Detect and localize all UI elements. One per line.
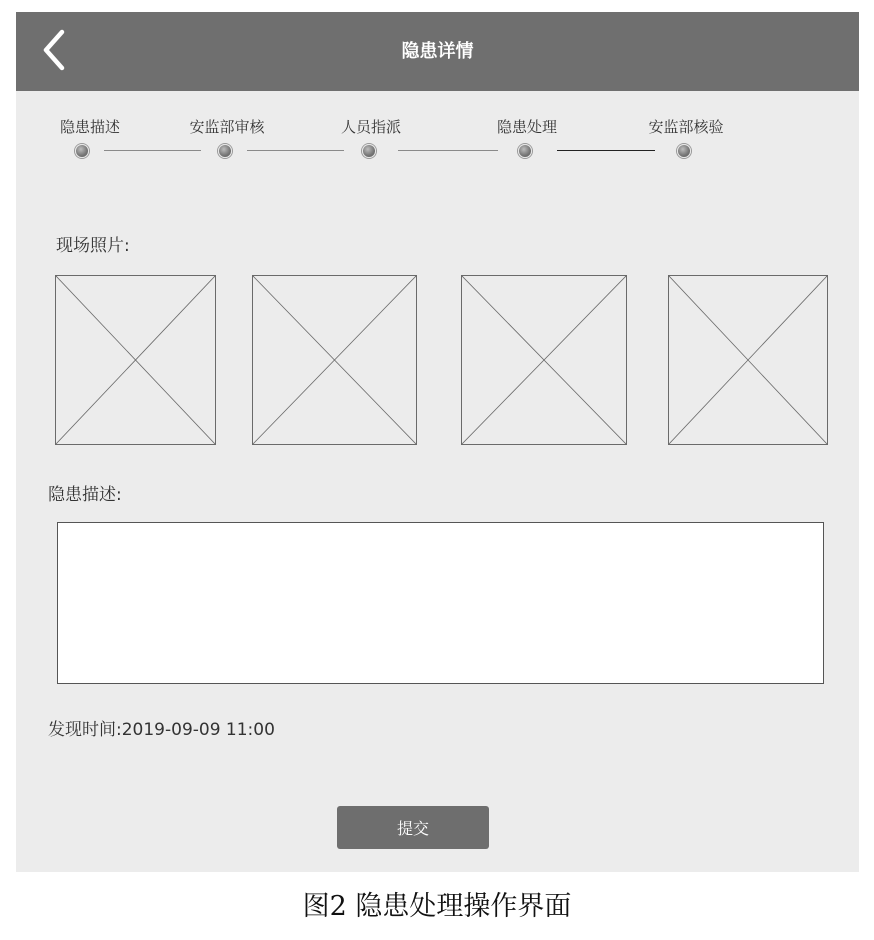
step-label-safety-verification: 安监部核验 <box>648 118 724 136</box>
step-label-hazard-description: 隐患描述 <box>59 118 121 136</box>
submit-button[interactable]: 提交 <box>337 806 489 849</box>
found-time: 发现时间:2019-09-09 11:00 <box>48 720 275 740</box>
image-placeholder-icon <box>253 276 416 444</box>
description-input[interactable] <box>57 522 824 684</box>
description-label: 隐患描述: <box>48 485 122 505</box>
image-placeholder-icon <box>56 276 215 444</box>
step-label-personnel-assignment: 人员指派 <box>340 118 402 136</box>
photo-slot[interactable] <box>55 275 216 445</box>
top-bar <box>16 12 859 91</box>
photos-label: 现场照片: <box>56 236 130 256</box>
back-button[interactable] <box>36 26 76 74</box>
step-connector <box>557 150 655 151</box>
step-connector <box>104 150 201 151</box>
step-dot <box>518 144 532 158</box>
photo-slot[interactable] <box>668 275 828 445</box>
page-title: 隐患详情 <box>401 41 474 62</box>
chevron-left-icon <box>36 26 76 74</box>
image-placeholder-icon <box>462 276 626 444</box>
photo-slot[interactable] <box>252 275 417 445</box>
figure-caption: 图2 隐患处理操作界面 <box>302 891 572 922</box>
step-dot <box>218 144 232 158</box>
step-label-hazard-handling: 隐患处理 <box>496 118 558 136</box>
image-placeholder-icon <box>669 276 827 444</box>
step-dot <box>362 144 376 158</box>
step-label-safety-review: 安监部审核 <box>189 118 265 136</box>
step-connector <box>398 150 498 151</box>
step-connector <box>247 150 344 151</box>
step-dot <box>75 144 89 158</box>
step-dot <box>677 144 691 158</box>
photo-slot[interactable] <box>461 275 627 445</box>
